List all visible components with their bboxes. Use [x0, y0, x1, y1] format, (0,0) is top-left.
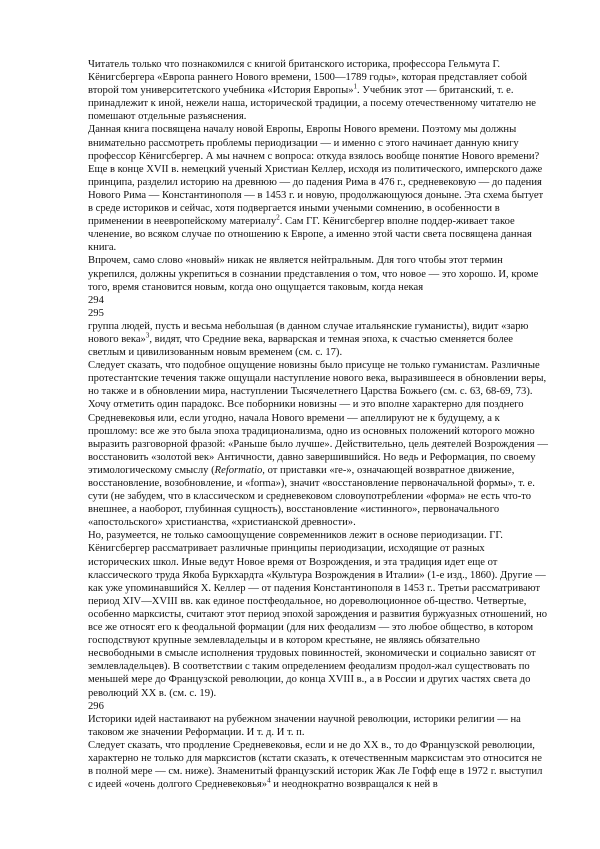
- paragraph-9: Историки идей настаивают на рубежном значении научной революции, историки религии — на таковом же значении Реформации. И т. д. И т. п.: [88, 713, 521, 738]
- paragraph-8: Но, разумеется, не только самоощущение современников лежит в основе периодизации. ГГ. Кёнигсбергер рассматривает различные принципы периодизации, исходящие от разных исторических школ. Иные ведут Новое время от Возрождения, и эта традиция идет еще от классического труда Якоба Буркхардта «Культура Возрождения в Италии» (1-е изд., 1860). Другие — как уже упоминавшийся X. Келлер — от падения Константинополя в 1453 г.. Третьи рассматривают период XIV—XVIII вв. как единое постфеодальное, но дореволюционное об-щество. Четвертые, особенно марксисты, считают этот период эпохой зарождения и развития буржуазных отношений, но все же относят его к феодальной формации (для них феодализм — это любое общество, в котором господствуют крупные землевладельцы и в котором крестьяне, не являясь обязательно несвободными в смысле исполнения трудовых повинностей, экономически и социально зависят от землевладельцев). В соответствии с таким определением феодализм продол-жал существовать по меньшей мере до Французской революции, до конца XVIII в., а в России и других частях света до революций XX в. (см. с. 19).: [88, 530, 548, 699]
- paragraph-4: Впрочем, само слово «новый» никак не является нейтральным. Для того чтобы этот термин укрепился, должны укрепиться в сознании представления о том, что новое — это хорошо. И, кроме того, время становится новым, когда оно ощущается таковым, когда некая: [88, 255, 539, 293]
- page-number-296: 296: [88, 700, 104, 712]
- paragraph-3: Еще в конце XVII в. немецкий ученый Христиан Келлер, исходя из политического, имперского даже принципа, разделил историю на древнюю — до падения Рима в 476 г., средневековую — до падения Нового Рима — Константинополя — в 1453 г. и новую, продолжающуюся доныне. Эта схема бытует в среде историков и сейчас, хотя подвергается иными учеными сомнению, в особенности в применении в неевропейскому материалу$^2$. Сам ГГ. Кёнигсбергер вполне поддер-живает такое членение, во всяком случае по отношению к Европе, а именно этой части света посвящена данная книга.: [88, 163, 544, 254]
- footnote-ref-1[interactable]: 1: [353, 82, 358, 91]
- footnote-ref-4[interactable]: 4: [267, 776, 271, 785]
- paragraph-1: Читатель только что познакомился с книгой британского историка, профессора Гельмута Г. Кёнигсбергера «Европа раннего Нового времени, 1500—1789 годы», которая представляет собой второй том университетского учебника «История Европы»$^1$. Учебник этот — британский, т. е. принадлежит к иной, нежели наша, исторической традиции, а посему отечественному читателю не помешают отдельные разъяснения.: [88, 59, 536, 123]
- page-number-295: 295: [88, 307, 104, 319]
- page-number-294: 294: [88, 294, 104, 306]
- paragraph-10: Следует сказать, что продление Средневековья, если и не до XX в., то до Французской революции, характерно не только для марксистов (кстати сказать, к отечественным марксистам это относится не в полной мере — см. ниже). Знаменитый французский историк Жак Ле Гофф еще в 1972 г. выступил с идеей «очень долгого Средневековья»$^4$ и неоднократно возвращался к ней в: [88, 739, 543, 791]
- paragraph-7: Хочу отметить один парадокс. Все поборники новизны — и это вполне характерно для позднего Средневековья или, если угодно, начала Нового времени — апеллируют не к будущему, а к прошлому: все же это была эпоха традиционализма, одно из основных положений которого можно выразить разговорной фразой: «Раньше было лучше». Действительно, цель деятелей Возрождения — восстановить «золотой век» Античности, давно завершившийся. Но ведь и Реформация, по своему этимологическому смыслу (Reformatio, от приставки «re-», означающей возвратное движение, восстановление, возобновление, и «forma»), значит «восстановление первоначальной формы», т. е. сути (не забудем, что в классическом и средневековом словоупотреблении «форма» не есть что-то внешнее, а наоборот, глубинная сущность), восстановление «истинного», первоначального «апостольского» христианства, «христианской древности».: [88, 399, 548, 529]
- paragraph-2: Данная книга посвящена началу новой Европы, Европы Нового времени. Поэтому мы должны внимательно рассмотреть проблемы периодизации — и именно с этого начинает данную книгу профессор Кёнигсбергер. А мы начнем с вопроса: откуда взялось вообще понятие Нового времени?: [88, 124, 540, 162]
- footnote-ref-2[interactable]: 2: [276, 213, 280, 222]
- footnote-ref-3[interactable]: 3: [145, 331, 150, 340]
- document-page: [88, 58, 548, 791]
- paragraph-5: группа людей, пусть и весьма небольшая (в данном случае итальянские гуманисты), видит «зарю нового века»$^3$, видят, что Средние века, варварская и темная эпоха, к счастью сменяется более светлым и цивилизованным новым временем (см. с. 17).: [88, 320, 529, 359]
- paragraph-6: Следует сказать, что подобное ощущение новизны было присуще не только гуманистам. Различные протестантские течения также ощущали наступление нового века, выразившееся в обновлении веры, но также и в обновлении мира, наступлении Тысячелетнего Царства Божьего (см. с. 63, 68-69, 73).: [88, 360, 547, 398]
